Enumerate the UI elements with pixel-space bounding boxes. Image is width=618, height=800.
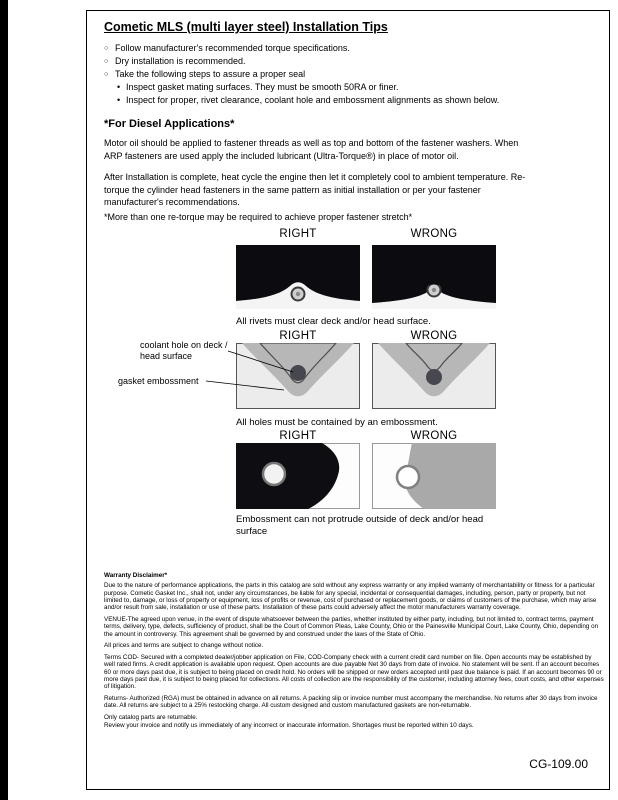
diagram-protrude-right — [236, 443, 360, 509]
rivet-caption: All rivets must clear deck and/or head surface. — [236, 316, 431, 327]
diagram-rivet-right — [236, 245, 360, 309]
warranty-paragraph: Returns- Authorized (RGA) must be obtained in advance on all returns. A packing slip or invoice number must accompany the merchandise. No returns after 30 days from invoice date. All returns are subject to a 25% restocking charge. All custom designed and custom manufactured gaskets are non-returnable. — [104, 695, 598, 710]
motor-oil-paragraph: Motor oil should be applied to fastener threads as well as top and bottom of the fastener washers. When ARP fasteners are used apply the included lubricant (Ultra-Torque®) in place of motor oil. — [104, 138, 519, 161]
diagram-protrude-wrong — [372, 443, 496, 509]
right-column-header: RIGHT — [279, 228, 317, 240]
installation-tips-list — [104, 42, 584, 107]
holes-caption: All holes must be contained by an embossment. — [236, 417, 438, 428]
diesel-applications-heading: *For Diesel Applications* — [104, 118, 235, 130]
catalog-page-code: CG-109.00 — [529, 757, 588, 771]
wrong-column-header: WRONG — [410, 330, 458, 342]
list-item: • Inspect gasket mating surfaces. They must be smooth 50RA or finer. — [104, 81, 584, 94]
list-item: ○ Take the following steps to assure a proper seal — [104, 68, 584, 81]
heat-cycle-paragraph: After Installation is complete, heat cycle the engine then let it completely cool to ambient temperature. Re-torque the cylinder head fasteners in the same pattern as initial installation or per your fastener manufacturer's recommendations. — [104, 172, 526, 207]
warranty-paragraph: VENUE-The agreed upon venue, in the event of dispute whatsoever between the parties, whether instituted by either party, including, but not limited to, contract terms, payment terms, delivery, type, defects, sufficiency of product, shall be the Court of Common Pleas, Lake County, Ohio or the Painesville Municipal Court, Lake County, Ohio, depending on the amount in controversy. This agreement shall be governed by and construed under the laws of the State of Ohio. — [104, 615, 599, 638]
right-column-header: RIGHT — [279, 330, 317, 342]
warranty-paragraph: All prices and terms are subject to change without notice. — [104, 642, 264, 650]
page-edge-strip — [0, 0, 8, 800]
warranty-disclaimer — [104, 572, 604, 733]
wrong-column-header: WRONG — [410, 430, 458, 442]
diagram-rivet-wrong — [372, 245, 496, 309]
list-item: • Inspect for proper, rivet clearance, coolant hole and embossment alignments as shown below. — [104, 94, 584, 107]
warranty-paragraph: Only catalog parts are returnable. — [104, 714, 198, 722]
retorque-note: *More than one re-torque may be required to achieve proper fastener stretch* — [104, 212, 413, 222]
coolant-hole-label: coolant hole on deck / head surface — [140, 340, 228, 361]
warranty-paragraph: Review your invoice and notify us immediately of any incorrect or inaccurate information. Shortages must be reported within 10 days. — [104, 721, 474, 729]
warranty-paragraph: Due to the nature of performance applications, the parts in this catalog are sold without any express warranty or any implied warranty of merchantability or fitness for a particular purpose. Cometic Gasket Inc., shall not, under any circumstances, be liable for any special, incidental or consequential damages, including, person, party or property, but not limited to, damage, or loss of property or equipment, loss of profits or revenue, cost of purchased or replacement goods, or claims of customers of the purchase, which may arise and/or result from sale, installation or use of these parts. Installation of these parts could adversely affect the motor manufacturers warranty coverage. — [104, 582, 597, 612]
list-item: ○ Dry installation is recommended. — [104, 55, 584, 68]
warranty-heading: Warranty Disclaimer* — [104, 572, 168, 579]
right-column-header: RIGHT — [279, 430, 317, 442]
list-item: ○ Follow manufacturer's recommended torque specifications. — [104, 42, 584, 55]
diagram-embossment-wrong — [372, 343, 496, 409]
warranty-paragraph: Terms COD- Secured with a completed dealer/jobber application on File, COD-Company check with a current credit card number on file. Open accounts may be established by well rated firms. A credit application is available upon request. Open accounts are due payable Net 30 days from date of invoice. No statement will be sent. If an account becomes 60 or more days past due, it is subject to being placed on credit hold. No orders will be shipped or new orders accepted until past due balance is paid. If an account becomes 90 or more days past due, it is subject to being placed for collections. All costs of collection are the responsibility of the customer, including attorney fees, court costs, and other expenses of litigation. — [104, 654, 604, 691]
diagram-embossment-right — [236, 343, 360, 409]
wrong-column-header: WRONG — [410, 228, 458, 240]
protrude-caption: Embossment can not protrude outside of deck and/or head surface — [236, 514, 484, 537]
page-title: Cometic MLS (multi layer steel) Installation Tips — [104, 20, 388, 34]
gasket-embossment-label: gasket embossment — [118, 376, 199, 386]
